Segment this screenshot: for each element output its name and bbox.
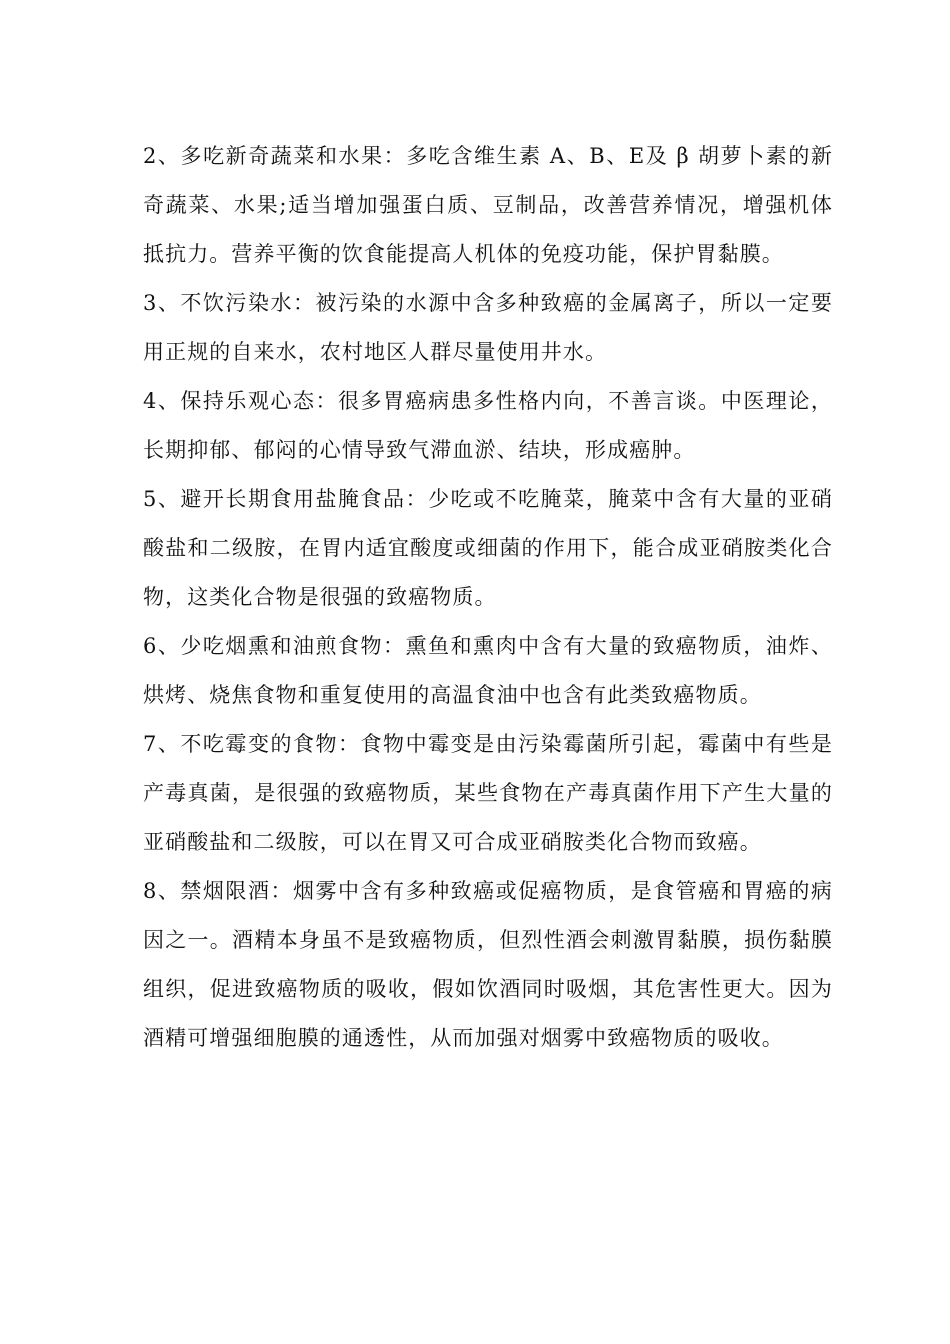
paragraph-item-2: 2、多吃新奇蔬菜和水果：多吃含维生素 A、B、E及 β 胡萝卜素的新奇蔬菜、水果;适当增加强蛋白质、豆制品，改善营养情况，增强机体抵抗力。营养平衡的饮食能提高人机体的免疫功能，保护胃黏膜。 xyxy=(143,144,833,266)
paragraph-item-4: 4、保持乐观心态：很多胃癌病患多性格内向，不善言谈。中医理论，长期抑郁、郁闷的心情导致气滞血淤、结块，形成癌肿。 xyxy=(143,389,833,462)
paragraph-item-5: 5、避开长期食用盐腌食品：少吃或不吃腌菜，腌菜中含有大量的亚硝酸盐和二级胺，在胃内适宜酸度或细菌的作用下，能合成亚硝胺类化合物，这类化合物是很强的致癌物质。 xyxy=(143,487,833,609)
document-body xyxy=(143,132,833,1063)
paragraph-item-3: 3、不饮污染水：被污染的水源中含多种致癌的金属离子，所以一定要用正规的自来水，农村地区人群尽量使用井水。 xyxy=(143,291,833,364)
paragraph-item-6: 6、少吃烟熏和油煎食物：熏鱼和熏肉中含有大量的致癌物质，油炸、烘烤、烧焦食物和重复使用的高温食油中也含有此类致癌物质。 xyxy=(143,634,833,707)
paragraph-item-8: 8、禁烟限酒：烟雾中含有多种致癌或促癌物质，是食管癌和胃癌的病因之一。酒精本身虽不是致癌物质，但烈性酒会刺激胃黏膜，损伤黏膜组织，促进致癌物质的吸收，假如饮酒同时吸烟，其危害性更大。因为酒精可增强细胞膜的通透性，从而加强对烟雾中致癌物质的吸收。 xyxy=(143,879,833,1050)
paragraph-item-7: 7、不吃霉变的食物：食物中霉变是由污染霉菌所引起，霉菌中有些是产毒真菌，是很强的致癌物质，某些食物在产毒真菌作用下产生大量的亚硝酸盐和二级胺，可以在胃又可合成亚硝胺类化合物而致癌。 xyxy=(143,732,833,854)
